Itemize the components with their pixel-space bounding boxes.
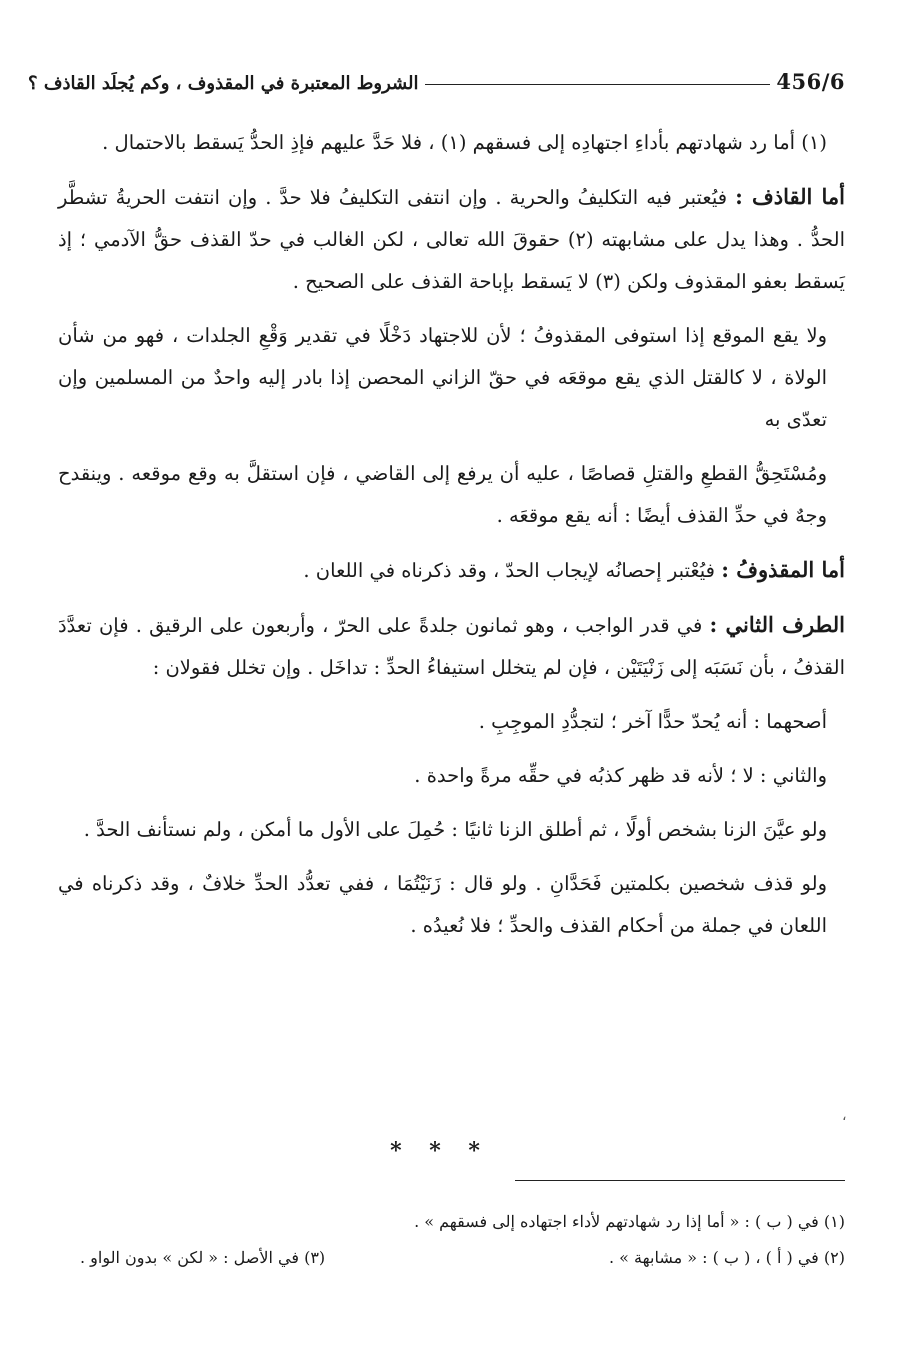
section-heading-qadhif: أما القاذف : (735, 184, 845, 209)
footnote-2: (٢) في ( أ ) ، ( ب ) : « مشابهة » . (608, 1248, 845, 1267)
header-title: الشروط المعتبرة في المقذوف ، وكم يُجلَد القاذف ؟ (28, 73, 419, 94)
footnotes (80, 1204, 845, 1276)
margin-mark: ، (842, 1108, 847, 1124)
paragraph-9: ولو عيَّنَ الزنا بشخص أولًا ، ثم أطلق الزنا ثانيًا : حُمِلَ على الأول ما أمكن ، ولم نستأنف الحدَّ . (83, 818, 827, 841)
paragraph-10: ولو قذف شخصين بكلمتين فَحَدَّانِ . ولو قال : زَنَيْتُمَا ، ففي تعدُّد الحدِّ خلافٌ ، وقد ذكرناه في اللعان في جملة من أحكام القذف والحدِّ ؛ فلا نُعيدُه . (58, 872, 827, 937)
paragraph-3: ولا يقع الموقع إذا استوفى المقذوفُ ؛ لأن للاجتهاد دَخْلًا في تقدير وَقْعِ الجلدات ، فهو من شأن الولاة ، لا كالقتل الذي يقع موقعَه في حقّ الزاني المحصن إذا بادر إليه واحدٌ من المسلمين وإن تعدّى به (58, 324, 827, 431)
paragraph-5 (58, 549, 845, 592)
paragraph-1: (١) أما رد شهادتهم بأداءِ اجتهادِه إلى فسقهم (١) ، فلا حَدَّ عليهم فإذِ الحدُّ يَسقط بالاحتمال . (102, 131, 827, 154)
page-number: 456/6 (776, 69, 845, 94)
footnote-3: (٣) في الأصل : « لكن » بدون الواو . (80, 1248, 326, 1267)
paragraph-5-text: فيُعْتبر إحصانُه لإيجاب الحدّ ، وقد ذكرناه في اللعان . (303, 559, 722, 582)
section-heading-maqdhuf: أما المقذوفُ : (721, 557, 845, 582)
paragraph-6 (58, 604, 845, 689)
paragraph-4: ومُسْتَحِقُّ القطعِ والقتلِ قصاصًا ، عليه أن يرفع إلى القاضي ، فإن استقلَّ به وقع موقعه . وينقدح وجهٌ في حدِّ القذف أيضًا : أنه يقع موقعَه . (58, 462, 827, 527)
paragraph-2-text: فيُعتبر فيه التكليفُ والحرية . وإن انتفى التكليفُ فلا حدَّ . وإن انتفت الحريةُ تشطَّر الحدُّ . وهذا يدل على مشابهته (٢) حقوقَ الله تعالى ، لكن الغالب في حدّ القذف حقُّ الآدمي ؛ إذ يَسقط بعفو المقذوف ولكن (٣) لا يَسقط بإباحة القذف على الصحيح . (58, 186, 845, 293)
paragraph-2 (58, 176, 845, 303)
footnote-row (80, 1240, 845, 1276)
main-text (58, 122, 845, 959)
paragraph-6-text: في قدر الواجب ، وهو ثمانون جلدةً على الحرّ ، وأربعون على الرقيق . فإن تعدَّدَ القذفُ ، بأن نَسَبَه إلى زَنْيَتَيْن ، فإن لم يتخلل استيفاءُ الحدِّ : تداخَل . وإن تخلل فقولان : (58, 614, 845, 679)
footnote-1: (١) في ( ب ) : « أما إذا رد شهادتهم لأداء اجتهاده إلى فسقهم » . (414, 1212, 845, 1231)
section-heading-second-part: الطرف الثاني : (709, 612, 845, 637)
running-header (28, 62, 845, 96)
footnote-rule (515, 1180, 845, 1181)
paragraph-7: أصحهما : أنه يُحدّ حدًّا آخر ؛ لتجدُّدِ الموجِبِ . (478, 710, 827, 733)
header-rule (425, 84, 771, 85)
paragraph-8: والثاني : لا ؛ لأنه قد ظهر كذبُه في حقِّه مرةً واحدة . (414, 764, 827, 787)
section-separator: * * * (390, 1138, 490, 1164)
